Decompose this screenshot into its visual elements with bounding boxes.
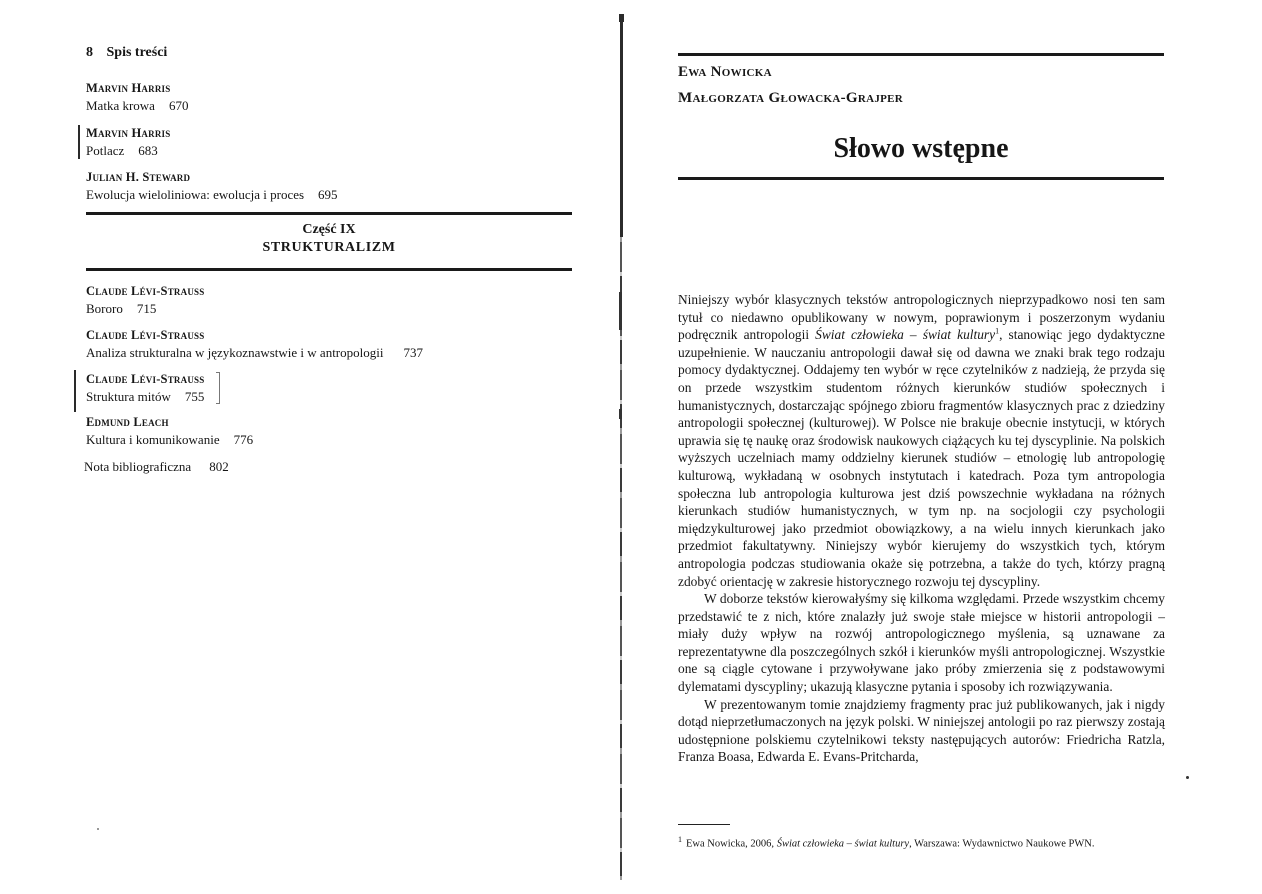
- toc-author: Julian H. Steward: [86, 170, 191, 184]
- toc-title: Analiza strukturalna w językoznawstwie i w antropologii 737: [86, 345, 423, 360]
- toc-entry: [86, 169, 338, 203]
- book-title-italic: Świat człowieka – świat kultury: [815, 327, 996, 343]
- running-header: [86, 45, 167, 61]
- toc-page: 683: [138, 143, 158, 158]
- toc-entry: [86, 414, 253, 448]
- toc-author: Claude Lévi-Strauss: [86, 372, 205, 386]
- part-heading: [86, 222, 572, 256]
- toc-author: Edmund Leach: [86, 415, 169, 429]
- toc-title: Ewolucja wieloliniowa: ewolucja i proces 695: [86, 187, 338, 202]
- toc-title: Matka krowa 670: [86, 98, 189, 113]
- margin-mark: [619, 409, 622, 419]
- toc-page: 670: [168, 98, 189, 113]
- body-text: [678, 291, 1165, 766]
- margin-mark: [78, 125, 80, 159]
- footnote-number: 1: [678, 835, 682, 844]
- toc-page: 776: [233, 432, 254, 447]
- part-rule-bottom: [86, 268, 572, 271]
- bibliography-title: Nota bibliograficzna: [84, 459, 192, 474]
- paragraph: W prezentowanym tomie znajdziemy fragmenty prac już publikowanych, jak i nigdy dotąd nieprzetłumaczonych na język polski. W niniejszej antologii po raz pierwszy zostają udostępnione polskiemu czytelnikowi teksty następujących autorów: Friedricha Ratzla, Franza Boasa, Edwarda E. Evans-Pritcharda,: [678, 696, 1165, 765]
- gutter-mark: [619, 14, 624, 22]
- toc-page: 737: [403, 345, 423, 360]
- toc-entry: [86, 283, 204, 317]
- chapter-title: Słowo wstępne: [833, 133, 1009, 164]
- paragraph: W doborze tekstów kierowałyśmy się kilkoma względami. Przede wszystkim chcemy przedstawić te z nich, które znalazły już swoje stałe miejsce w historii antropologii – miały duży wpływ na rozwój antropologicznego myślenia, są uznawane za reprezentatywne dla poszczególnych szkół i kierunków myśli antropologicznej. Wszystkie one są ciągle cytowane i przywoływane jako próby zmierzenia się z podstawowymi dylematami dyscypliny; ukazują klasyczne pytania i sposoby ich rozwiązywania.: [678, 591, 1165, 695]
- chapter-author: Małgorzata Głowacka-Grajper: [678, 90, 904, 106]
- margin-bracket: [216, 372, 220, 404]
- footnote: $^1$ Ewa Nowicka, 2006, Świat człowieka – świat kultury, Warszawa: Wydawnictwo Naukowe PWN.: [678, 835, 1095, 850]
- heading-rule-top: [678, 53, 1164, 56]
- toc-author: Marvin Harris: [86, 126, 171, 140]
- toc-page: 695: [318, 187, 338, 202]
- paragraph: Niniejszy wybór klasycznych tekstów antropologicznych nieprzypadkowo nosi ten sam tytuł co niedawno opublikowany w nowym, poprawionym i poszerzonym wydaniu podręcznik antropologii Świat człowieka – świat kultury$^1$, stanowiąc jego dydaktyczne uzupełnienie. W nauczaniu antropologii dawał się od dawna we znaki brak tego rodzaju pomocy dydaktycznej. Oddajemy ten wybór w ręce czytelników z nadzieją, że przyda się on przede wszystkim studentom różnych kierunków studiów społecznych i humanistycznych, dostarczając spójnego zbioru fragmentów klasycznych prac z dziedziny antropologii społecznej (kulturowej). W Polsce nie brakuje obecnie instytucji, w których uprawia się tę naukę oraz środowisk naukowych ciążących ku tej dyscyplinie. Na polskich wyższych uczelniach mamy oddzielny kierunek studiów – etnologię lub antropologię kulturową, wykładaną w osobnych instytutach i katedrach. Poza tym antropologia społeczna lub antropologia kulturowa jest dziś powszechnie wykładana na różnych kierunkach studiów humanistycznych, w tym np. na socjologii czy psychologii międzykulturowej jako przedmiot obowiązkowy, a na wielu innych kierunkach jako przedmiot fakultatywny. Niniejszy wybór kierujemy do wszystkich tych, którym antropologia podczas studiowania okaże się potrzebna, a także do tych, którzy pragną zdobyć orientację w zakresie historycznego rozwoju tej dyscypliny.: [678, 292, 1165, 589]
- part-label: Część IX: [302, 222, 356, 237]
- toc-title: Struktura mitów 755: [86, 389, 205, 404]
- toc-title: Bororo 715: [86, 301, 157, 316]
- part-title: STRUKTURALIZM: [262, 240, 396, 255]
- margin-mark: [619, 292, 622, 330]
- part-rule-top: [86, 212, 572, 215]
- toc-entry: [86, 80, 188, 114]
- bibliography-page: 802: [209, 459, 229, 474]
- toc-entry: [86, 327, 423, 361]
- bibliography-entry: [84, 459, 229, 475]
- toc-page: 755: [184, 389, 205, 404]
- toc-title: Kultura i komunikowanie 776: [86, 432, 254, 447]
- scan-speck: [1186, 776, 1189, 779]
- heading-rule-bottom: [678, 177, 1164, 180]
- toc-page: 715: [136, 301, 157, 316]
- scan-speck: [97, 828, 99, 830]
- footnote-ref: 1: [995, 326, 1000, 336]
- page-number: 8: [86, 45, 93, 60]
- margin-mark: [74, 370, 76, 412]
- gutter-shadow: [620, 22, 623, 237]
- toc-entry: [86, 371, 204, 405]
- footnote-rule: [678, 824, 730, 825]
- toc-title: Potlacz 683: [86, 143, 158, 158]
- toc-author: Claude Lévi-Strauss: [86, 284, 205, 298]
- toc-author: Marvin Harris: [86, 81, 171, 95]
- toc-author: Claude Lévi-Strauss: [86, 328, 205, 342]
- toc-entry: [86, 125, 170, 159]
- header-title: Spis treści: [106, 45, 168, 60]
- chapter-author: Ewa Nowicka: [678, 64, 772, 80]
